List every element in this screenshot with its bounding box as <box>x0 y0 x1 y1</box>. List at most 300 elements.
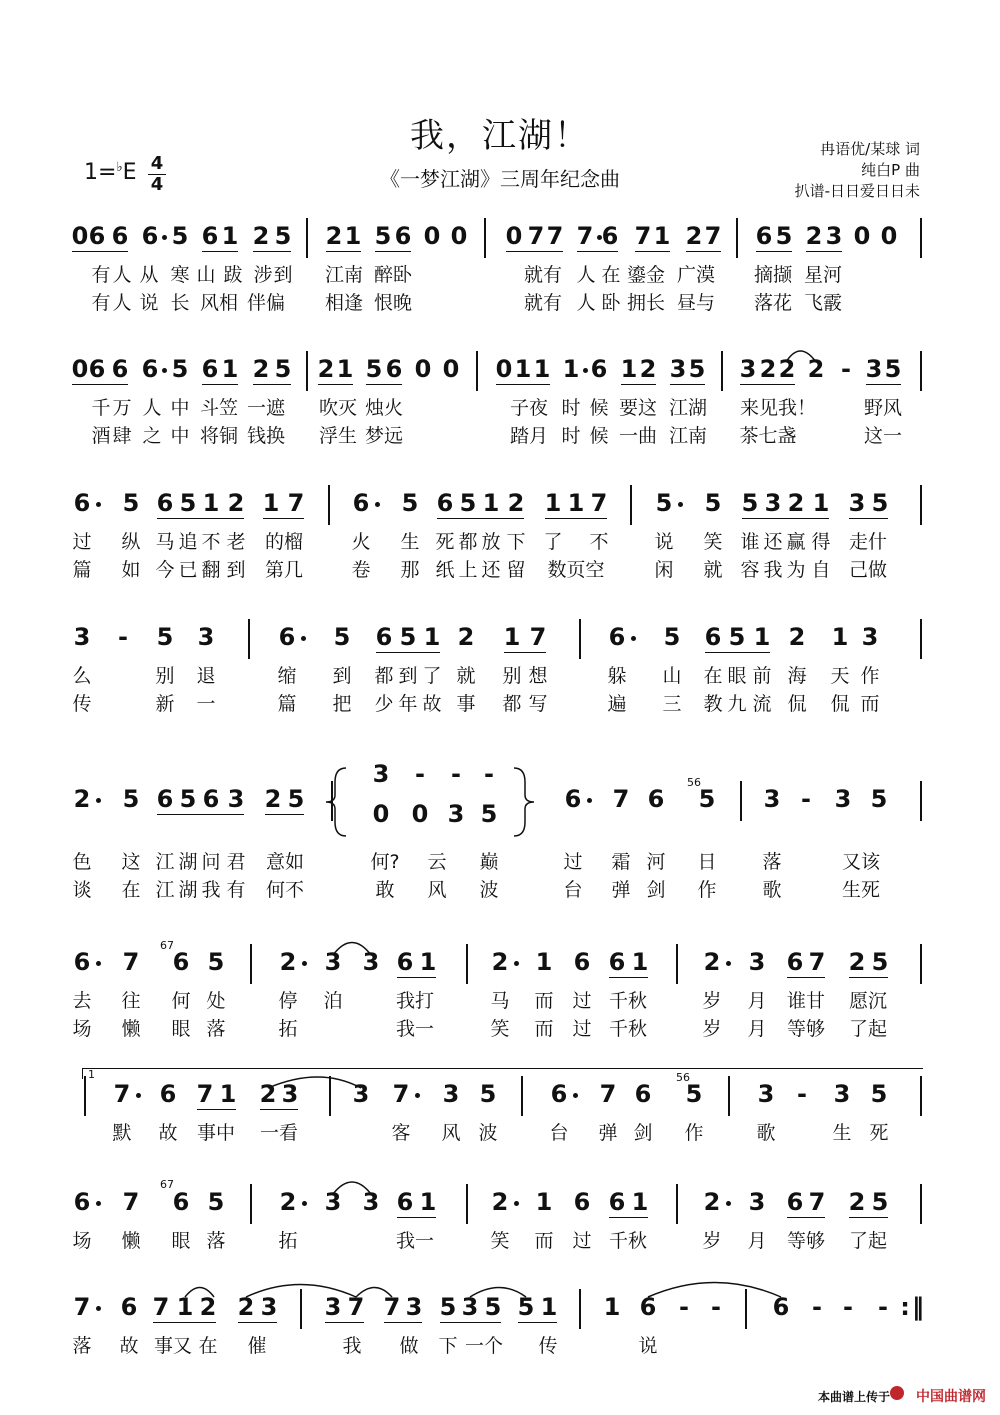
note: 6 <box>141 355 159 383</box>
note: 1 <box>503 623 521 651</box>
lyric: 生 <box>400 531 420 553</box>
lyric-row <box>0 527 1000 553</box>
lyric: 伴偏 <box>246 292 285 314</box>
note: 7 <box>196 1080 214 1108</box>
lyric: 作 <box>697 879 717 901</box>
lyric: 上 <box>458 559 478 581</box>
lyric: 台 <box>549 1122 569 1144</box>
note: 6 <box>564 785 582 813</box>
lyric: 云 <box>427 851 447 873</box>
lyric-row <box>0 986 1000 1012</box>
note: 6 <box>772 1293 790 1321</box>
lyric: 拓 <box>278 1230 298 1252</box>
barline <box>521 1076 523 1116</box>
beam-underline <box>760 384 795 385</box>
lyric: 月 <box>747 990 767 1012</box>
lyric: 长 <box>170 292 190 314</box>
lyric: 就 <box>703 559 723 581</box>
lyric: 客 <box>391 1122 411 1144</box>
lyric: 千秋 <box>608 1230 647 1252</box>
note: 6 <box>647 785 665 813</box>
lyric: 了 <box>543 531 563 553</box>
note: 2 <box>507 489 525 517</box>
note: 7 <box>73 1293 91 1321</box>
lyric: 波 <box>479 879 499 901</box>
lyric: 火 <box>351 531 371 553</box>
note: 5 <box>517 1293 535 1321</box>
lyric-row <box>0 875 1000 901</box>
lyric: 懒 <box>121 1230 141 1252</box>
note: 3 <box>405 1293 423 1321</box>
note: 5 <box>870 785 888 813</box>
note: 5 <box>871 489 889 517</box>
barline <box>728 1076 730 1116</box>
lyric: 作 <box>684 1122 704 1144</box>
note: 7 <box>576 222 594 250</box>
lyric: 色 <box>72 851 92 873</box>
lyric: 子夜 <box>509 397 548 419</box>
lyric: 过 <box>72 531 92 553</box>
note: 7 <box>634 222 652 250</box>
lyric: 广漠 <box>676 264 715 286</box>
note: 7 <box>599 1080 617 1108</box>
beam-underline <box>866 384 901 385</box>
lyric: 拓 <box>278 1018 298 1040</box>
barline <box>250 944 252 984</box>
lyric: 而 <box>534 990 554 1012</box>
lyric: 都 <box>502 693 522 715</box>
lyric: 山 <box>196 264 216 286</box>
note: 6 <box>159 1080 177 1108</box>
lyric: 寒 <box>170 264 190 286</box>
lyric: 少 <box>374 693 394 715</box>
barline <box>920 218 922 258</box>
barline <box>920 1184 922 1224</box>
note: 7 <box>527 222 545 250</box>
lyric: 都 <box>458 531 478 553</box>
augmentation-dot <box>136 1093 141 1098</box>
barline <box>466 944 468 984</box>
lyric: 江南 <box>324 264 363 286</box>
note: 6 <box>394 222 412 250</box>
beam-underline <box>397 1217 436 1218</box>
note: 6 <box>786 948 804 976</box>
lyric: 君 <box>226 851 246 873</box>
note: 1 <box>219 1080 237 1108</box>
page-title: 我，江湖！ <box>410 116 590 156</box>
credit-composer: 纯白P 曲 <box>861 161 920 179</box>
barline <box>250 1184 252 1224</box>
notation-row-lower <box>0 788 1000 848</box>
augmentation-dot <box>726 961 731 966</box>
lyric: 去 <box>72 990 92 1012</box>
lyric: 事 <box>456 693 476 715</box>
note: 0 <box>414 355 432 383</box>
note: 2 <box>279 1188 297 1216</box>
lyric: 在 <box>601 264 621 286</box>
beam-underline <box>686 251 721 252</box>
lyric: 死 <box>435 531 455 553</box>
note: 6 <box>352 489 370 517</box>
barline <box>248 619 250 659</box>
note: 6 <box>172 948 190 976</box>
note: 5 <box>870 1080 888 1108</box>
note: 0 <box>71 222 89 250</box>
note: 3 <box>442 1080 460 1108</box>
lyric: 躲 <box>607 665 627 687</box>
note: - <box>812 1293 822 1321</box>
augmentation-dot <box>726 1201 731 1206</box>
lyric: 还 <box>481 559 501 581</box>
lyric: 将铜 <box>199 425 238 447</box>
note: 2 <box>848 1188 866 1216</box>
barline <box>736 218 738 258</box>
barline <box>920 351 922 391</box>
lyric: 九 <box>727 693 747 715</box>
beam-underline <box>325 1322 364 1323</box>
lyric: 生死 <box>841 879 880 901</box>
lyric: 要这 <box>618 397 657 419</box>
lyric: 落 <box>72 1335 92 1357</box>
lyric: 人 <box>576 264 596 286</box>
key-note: E <box>122 160 137 185</box>
lyric: 相逢 <box>324 292 363 314</box>
note: : <box>900 1293 910 1321</box>
note: 7 <box>392 1080 410 1108</box>
lyric: 这一 <box>863 425 902 447</box>
augmentation-dot <box>573 1093 578 1098</box>
lyric: 一个 <box>464 1335 503 1357</box>
lyric: 了起 <box>848 1230 887 1252</box>
note: 2 <box>279 948 297 976</box>
note: 5 <box>171 355 189 383</box>
note: 2 <box>457 623 475 651</box>
lyric: 事又 <box>153 1335 192 1357</box>
lyric: 笑 <box>490 1018 510 1040</box>
lyric: 风 <box>441 1122 461 1144</box>
lyric: 新 <box>155 693 175 715</box>
lyric: 钱换 <box>246 425 285 447</box>
note: 2 <box>685 222 703 250</box>
lyric: 野风 <box>863 397 902 419</box>
lyric-row <box>0 421 1000 447</box>
lyric: 己做 <box>848 559 887 581</box>
note: 3 <box>669 355 687 383</box>
beam-underline <box>397 977 436 978</box>
lyric: 不 <box>589 531 609 553</box>
note: 0 <box>495 355 513 383</box>
lyric: 酒 <box>91 425 111 447</box>
lyric: 不 <box>201 531 221 553</box>
augmentation-dot <box>302 961 307 966</box>
lyric: 之 <box>142 425 162 447</box>
beam-underline <box>203 518 244 519</box>
barline <box>920 1076 922 1116</box>
note: 6 <box>201 355 219 383</box>
beam-underline <box>375 251 411 252</box>
augmentation-dot <box>514 961 519 966</box>
lyric: 敢 <box>375 879 395 901</box>
lyric: 中 <box>170 425 190 447</box>
note: 2 <box>788 623 806 651</box>
note: 2 <box>73 785 91 813</box>
note: 1 <box>336 355 354 383</box>
note: 0 <box>853 222 871 250</box>
key-prefix: 1= <box>84 160 117 185</box>
note: 0 <box>450 222 468 250</box>
beam-underline <box>621 384 656 385</box>
lyric: 得 <box>811 531 831 553</box>
note: 5 <box>399 623 417 651</box>
beam-underline <box>366 384 402 385</box>
lyric: 故 <box>158 1122 178 1144</box>
note: 6 <box>375 623 393 651</box>
note: 6 <box>436 489 454 517</box>
lyric: 一看 <box>259 1122 298 1144</box>
augmentation-dot <box>514 1201 519 1206</box>
lyric: 而 <box>534 1230 554 1252</box>
lyric: 三 <box>662 693 682 715</box>
barline <box>306 351 308 391</box>
lyric: 岁 <box>702 1018 722 1040</box>
beam-underline <box>197 1109 236 1110</box>
lyric: 梦远 <box>364 425 403 447</box>
lyric: 飞霰 <box>803 292 842 314</box>
note: 6 <box>156 489 174 517</box>
note: 7 <box>383 1293 401 1321</box>
lyric: 月 <box>747 1230 767 1252</box>
lyric: 何 <box>171 990 191 1012</box>
lyric: 把 <box>332 693 352 715</box>
note: 2 <box>639 355 657 383</box>
lyric: 时 <box>561 425 581 447</box>
note: 7 <box>122 948 140 976</box>
note: 2 <box>325 222 343 250</box>
grace-note: 67 <box>160 939 174 952</box>
lyric-row <box>0 288 1000 314</box>
augmentation-dot <box>301 636 306 641</box>
lyric: 江 <box>155 879 175 901</box>
note: 5 <box>704 489 722 517</box>
note: 3 <box>73 623 91 651</box>
note: 2 <box>227 489 245 517</box>
lyric: 侃 <box>787 693 807 715</box>
note: 1 <box>514 355 532 383</box>
lyric: 就有 <box>523 264 562 286</box>
note: 2 <box>703 948 721 976</box>
augmentation-dot <box>96 961 101 966</box>
lyric: 一曲 <box>618 425 657 447</box>
lyric: 今 <box>155 559 175 581</box>
note: 3 <box>748 1188 766 1216</box>
lyric: 弹 <box>598 1122 618 1144</box>
beam-underline <box>462 1322 501 1323</box>
note: 2 <box>759 355 777 383</box>
lyric: 已 <box>178 559 198 581</box>
lyric: 就 <box>456 665 476 687</box>
lyric: 为 <box>786 559 806 581</box>
lyric: 恨晚 <box>373 292 412 314</box>
note: 5 <box>871 1188 889 1216</box>
beam-underline <box>609 977 648 978</box>
lyric-row <box>0 1331 1000 1357</box>
note: 3 <box>764 489 782 517</box>
lyric: 一 <box>196 693 216 715</box>
beam-underline <box>260 1109 298 1110</box>
lyric: 时 <box>561 397 581 419</box>
lyric: 我一 <box>395 1230 434 1252</box>
lyric: 涉 <box>253 264 273 286</box>
lyric: 风相 <box>199 292 238 314</box>
note: 5 <box>655 489 673 517</box>
lyric: 摘撷 <box>753 264 792 286</box>
note: - <box>878 1293 888 1321</box>
lyric: 谈 <box>72 879 92 901</box>
beam-underline <box>849 1217 888 1218</box>
note: 5 <box>663 623 681 651</box>
note: 3 <box>861 623 879 651</box>
lyric: 过 <box>572 1230 592 1252</box>
lyric: 遍 <box>607 693 627 715</box>
augmentation-dot <box>415 1093 420 1098</box>
lyric: 有 <box>226 879 246 901</box>
lyric: 前 <box>752 665 772 687</box>
lyric: 年 <box>398 693 418 715</box>
lyric: 谁 <box>740 531 760 553</box>
lyric: 我打 <box>395 990 434 1012</box>
barline <box>476 351 478 391</box>
beam-underline <box>609 1217 648 1218</box>
lyric: 湖 <box>178 879 198 901</box>
beam-underline <box>849 977 888 978</box>
lyric: 缩 <box>277 665 297 687</box>
grace-note: 56 <box>687 776 701 789</box>
augmentation-dot <box>162 235 167 240</box>
note: 3 <box>833 1080 851 1108</box>
lyric: 闲 <box>654 559 674 581</box>
lyric: 过 <box>572 1018 592 1040</box>
note: 6 <box>550 1080 568 1108</box>
note: 5 <box>685 1080 703 1108</box>
note: 5 <box>171 222 189 250</box>
note: 5 <box>401 489 419 517</box>
volta-bracket <box>82 1068 923 1079</box>
note: 3 <box>324 1188 342 1216</box>
barline <box>466 1184 468 1224</box>
lyric: 故 <box>422 693 442 715</box>
note: 1 <box>535 1188 553 1216</box>
barline <box>745 1289 747 1329</box>
lyric: 岁 <box>702 1230 722 1252</box>
note: 7 <box>808 1188 826 1216</box>
note: 7 <box>612 785 630 813</box>
beam-underline <box>788 518 829 519</box>
note: 6 <box>73 948 91 976</box>
lyric: 传 <box>538 1335 558 1357</box>
lyric: 歌 <box>762 879 782 901</box>
lyric: 岁 <box>702 990 722 1012</box>
note: 5 <box>728 623 746 651</box>
note: 6 <box>156 785 174 813</box>
lyric: 催 <box>247 1335 267 1357</box>
barline <box>300 1289 302 1329</box>
lyric: 翻 <box>201 559 221 581</box>
note: 3 <box>227 785 245 813</box>
note: 1 <box>344 222 362 250</box>
note: 5 <box>207 1188 225 1216</box>
note: 2 <box>237 1293 255 1321</box>
footer-text: 本曲谱上传于 <box>817 1390 890 1404</box>
note: 3 <box>865 355 883 383</box>
lyric: 踏月 <box>509 425 548 447</box>
note: 3 <box>825 222 843 250</box>
note: 6 <box>73 1188 91 1216</box>
lyric: 纵 <box>121 531 141 553</box>
flat-sign: ♭ <box>116 160 123 175</box>
lyric: 写 <box>528 693 548 715</box>
lyric: 千 <box>91 397 111 419</box>
credit-lyricist: 冉语优/某球 词 <box>820 140 920 158</box>
beam-underline <box>177 1322 216 1323</box>
lyric: 懒 <box>121 1018 141 1040</box>
note: 6 <box>202 785 220 813</box>
lyric: 候 <box>589 425 609 447</box>
lyric: 说 <box>139 292 159 314</box>
note: 2 <box>805 222 823 250</box>
beam-underline <box>202 251 238 252</box>
note: 5 <box>479 1080 497 1108</box>
note: 0 <box>71 355 89 383</box>
lyric: 马 <box>490 990 510 1012</box>
augmentation-dot <box>96 1201 101 1206</box>
lyric-row <box>0 661 1000 687</box>
note: 1 <box>653 222 671 250</box>
lyric: 日 <box>697 851 717 873</box>
lyric: 落 <box>762 851 782 873</box>
note: 7 <box>704 222 722 250</box>
note: 6 <box>634 1080 652 1108</box>
note: 1 <box>176 1293 194 1321</box>
lyric: 跋 <box>223 264 243 286</box>
note: 6 <box>396 948 414 976</box>
site-logo-icon <box>890 1386 904 1400</box>
beam-underline <box>670 384 705 385</box>
lyric: 巅 <box>479 851 499 873</box>
beam-underline <box>89 251 128 252</box>
lyric: 老 <box>226 531 246 553</box>
lyric: 别 <box>155 665 175 687</box>
note: 7 <box>347 1293 365 1321</box>
beam-underline <box>518 1322 557 1323</box>
note: 5 <box>156 623 174 651</box>
note: 3 <box>352 1080 370 1108</box>
lyric: 了起 <box>848 1018 887 1040</box>
lyric: 场 <box>72 1018 92 1040</box>
lyric: 山 <box>662 665 682 687</box>
lyric: 剑 <box>633 1122 653 1144</box>
lyric: 中 <box>170 397 190 419</box>
lyric: 落 <box>206 1230 226 1252</box>
lyric: 退 <box>196 665 216 687</box>
lyric: 霜 <box>611 851 631 873</box>
lyric: 从 <box>139 264 159 286</box>
note: 5 <box>480 800 498 828</box>
note: 5 <box>274 222 292 250</box>
lyric: 数页空 <box>547 559 605 581</box>
lyric: 生 <box>832 1122 852 1144</box>
lyric: 台 <box>563 879 583 901</box>
lyric: 何不 <box>265 879 304 901</box>
